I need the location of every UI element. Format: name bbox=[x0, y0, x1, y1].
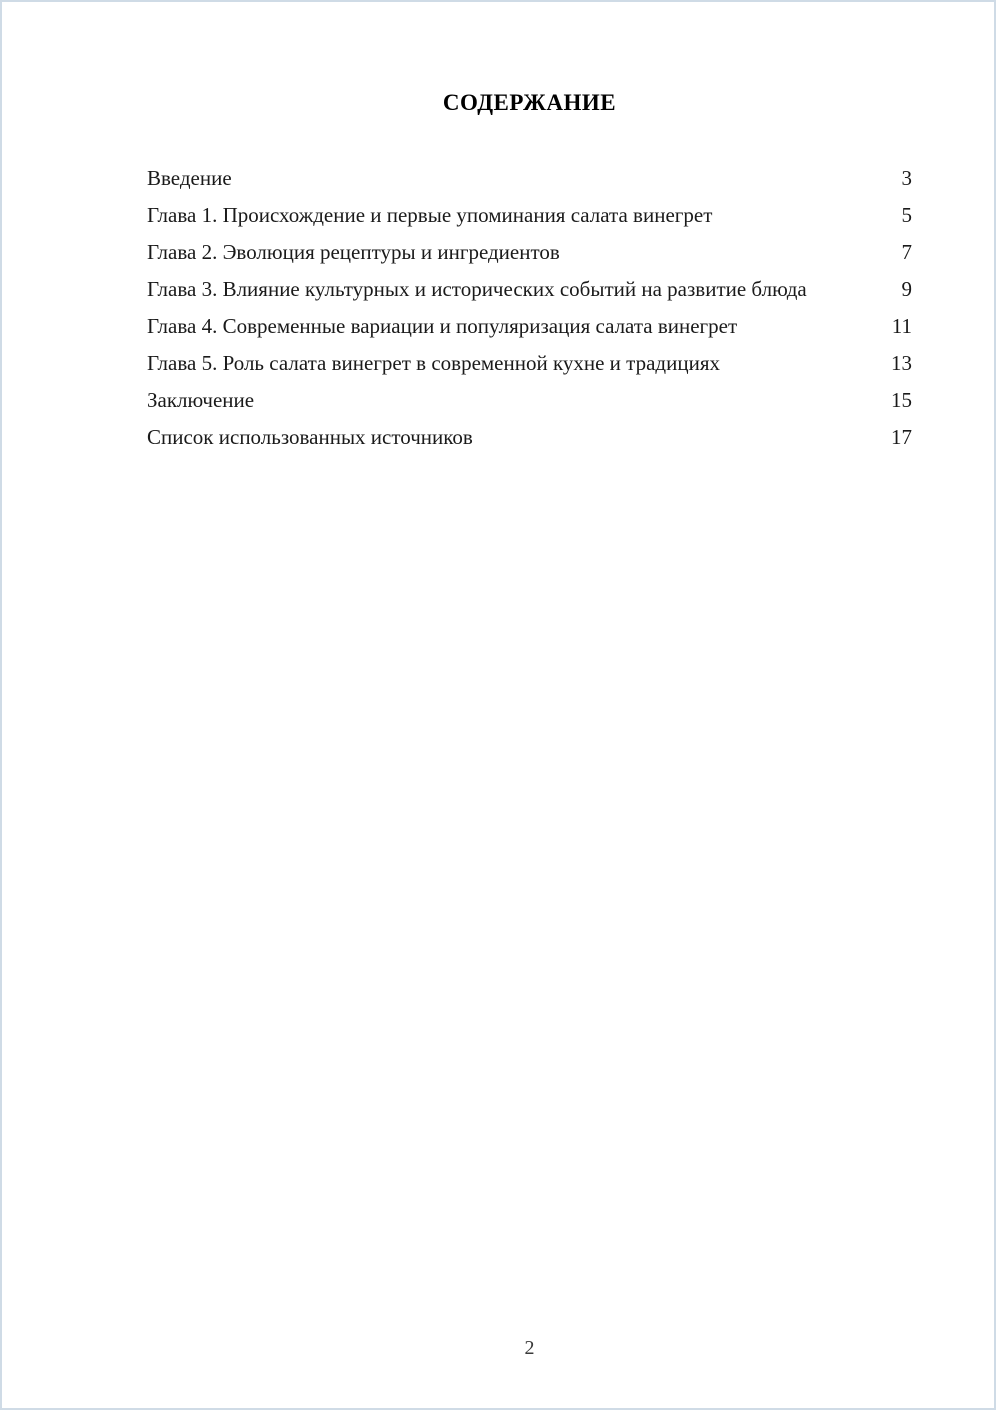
toc-entry-label: Глава 5. Роль салата винегрет в современной кухне и традициях bbox=[147, 351, 720, 375]
toc-entry-label: Глава 4. Современные вариации и популяризация салата винегрет bbox=[147, 314, 738, 338]
toc-entry-label: Глава 1. Происхождение и первые упоминания салата винегрет bbox=[147, 203, 713, 227]
toc-entry-page: 7 bbox=[901, 240, 912, 264]
toc-entry-page: 17 bbox=[891, 425, 912, 449]
toc-entry bbox=[147, 419, 912, 456]
toc-entry-page: 3 bbox=[901, 166, 912, 190]
toc-entry-label: Глава 3. Влияние культурных и исторических событий на развитие блюда bbox=[147, 277, 807, 301]
table-of-contents bbox=[147, 160, 912, 456]
toc-entry bbox=[147, 382, 912, 419]
toc-entry-page: 13 bbox=[891, 351, 912, 375]
toc-entry bbox=[147, 308, 912, 345]
toc-entry-page: 15 bbox=[891, 388, 912, 412]
toc-entry-page: 5 bbox=[901, 203, 912, 227]
toc-entry-page: 11 bbox=[891, 314, 912, 338]
toc-entry bbox=[147, 160, 912, 197]
toc-entry-label: Список использованных источников bbox=[147, 425, 473, 449]
toc-entry bbox=[147, 197, 912, 234]
toc-entry bbox=[147, 234, 912, 271]
toc-entry bbox=[147, 271, 912, 308]
page-title: СОДЕРЖАНИЕ bbox=[442, 90, 617, 115]
toc-entry-page: 9 bbox=[901, 277, 912, 301]
toc-entry bbox=[147, 345, 912, 382]
page-footer-number: 2 bbox=[524, 1337, 535, 1359]
page-content bbox=[147, 2, 912, 456]
toc-entry-label: Глава 2. Эволюция рецептуры и ингредиентов bbox=[147, 240, 560, 264]
toc-entry-label: Введение bbox=[147, 166, 232, 190]
toc-entry-label: Заключение bbox=[147, 388, 255, 412]
